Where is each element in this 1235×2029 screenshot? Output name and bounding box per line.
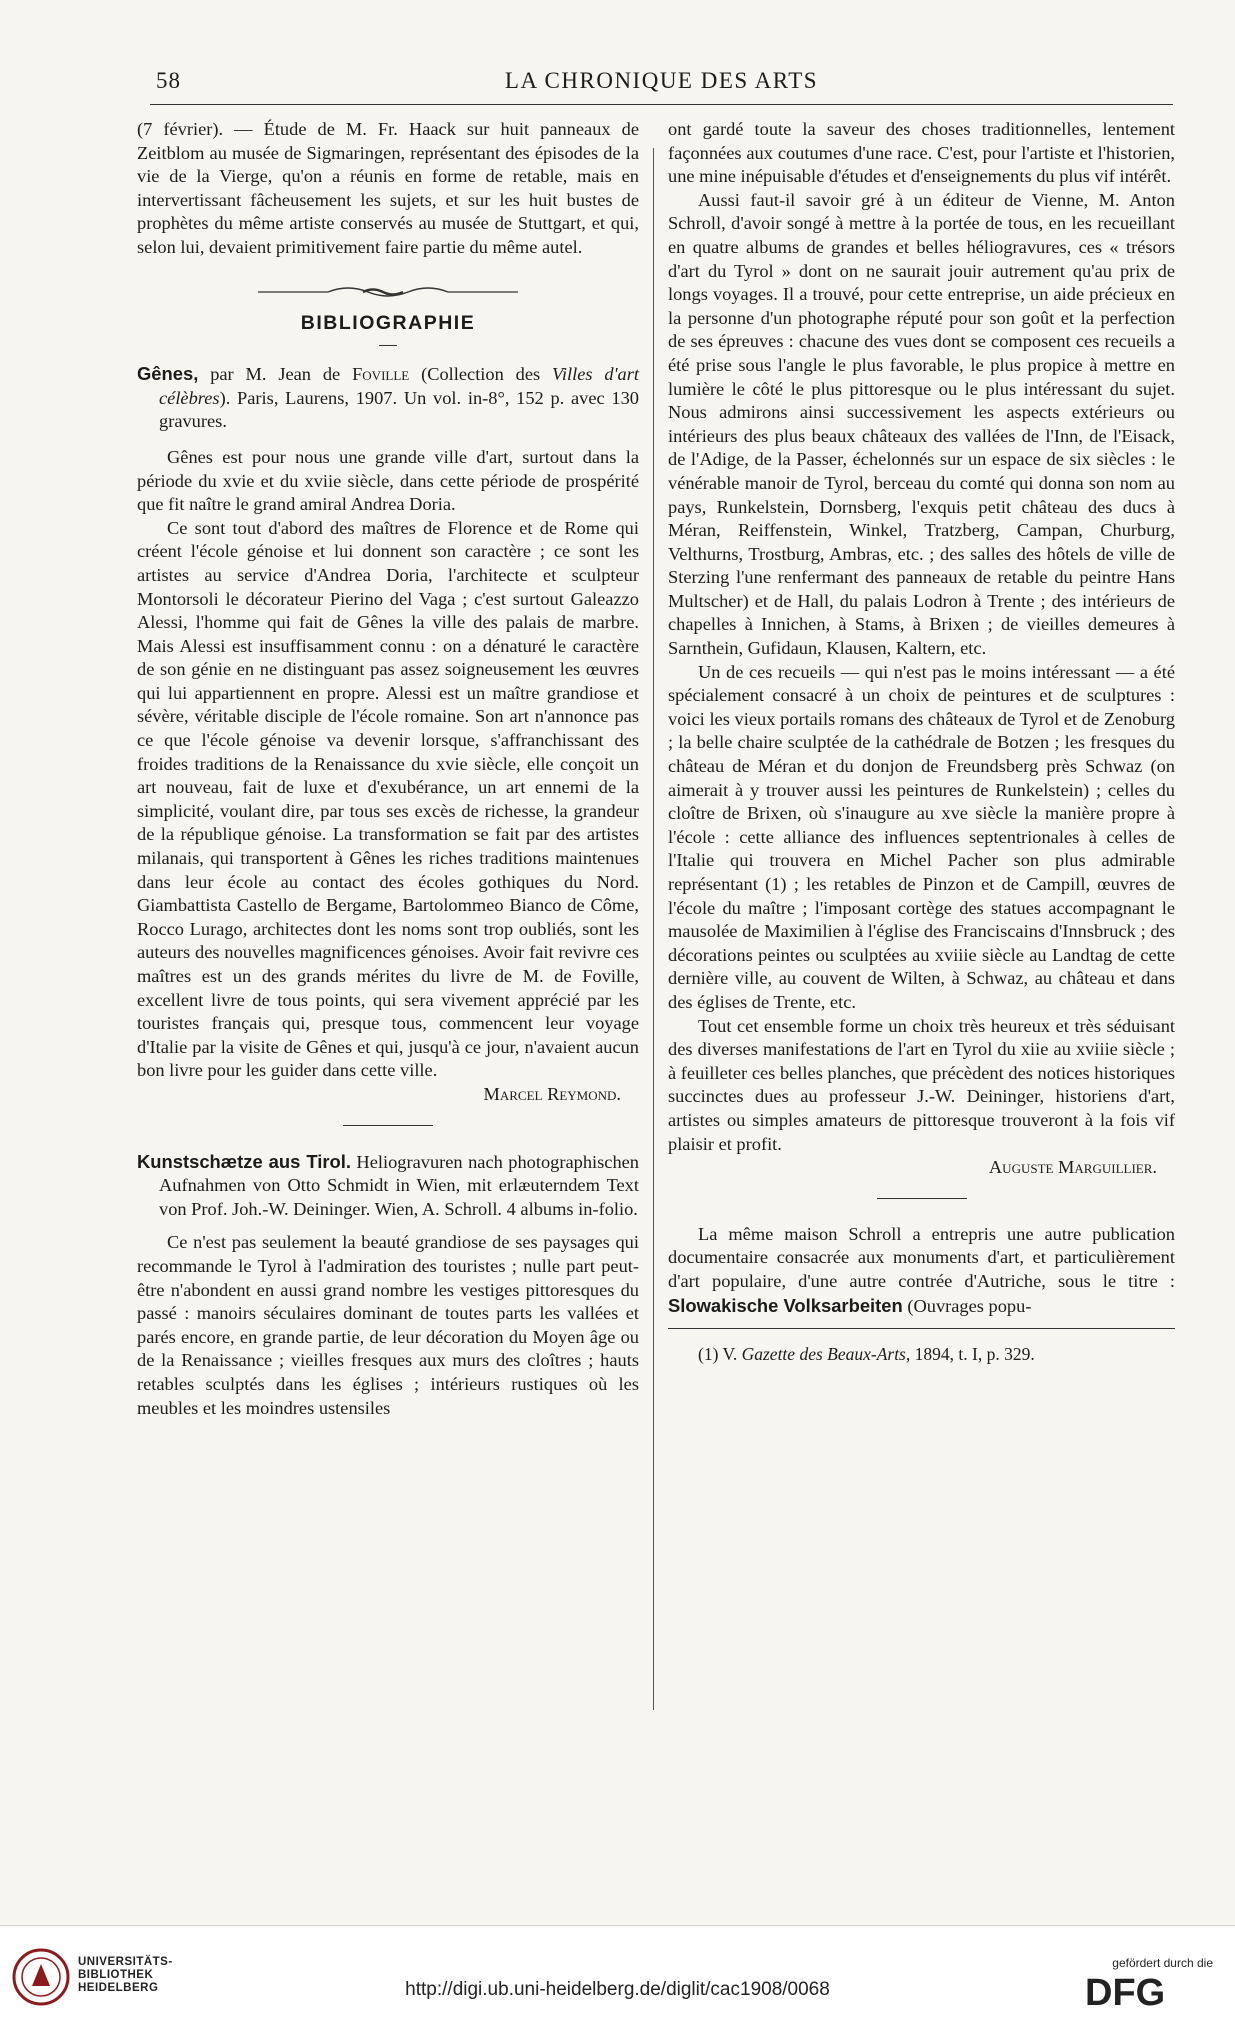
paragraph-recueil: Un de ces recueils — qui n'est pas le moins intéressant — a été spécialement consacré à un choix de peintures et de sculptures : voici les vieux portails romans des châteaux de Tyrol et de Zenoburg ; la belle chaire sculptée de la cathédrale de Botzen ; les fresques du château de Méran et du donjon de Freundsberg près Schwaz (on aimerait à y trouver aussi les peintures de Runkelstein) ; celles du cloître de Brixen, où s'inaugure au xve siècle la manière propre à l'école : cette alliance des influences septentrionales à celles de l'Italie qui trouvera en Michel Pacher son plus admirable représentant (1) ; les retables de Pinzon et de Campill, œuvres de l'école du maître ; l'imposant cortège des statues accompagnant le mausolée de Maximilien à l'église des Franciscains d'Innsbruck ; des décorations peintes ou sculptées au xviiie siècle au Landtag de cette dernière ville, au couvent de Wilten, à Schwaz, au château et dans des églises de Trente, etc. bbox=[668, 661, 1175, 1012]
separator-rule bbox=[343, 1125, 433, 1126]
paragraph-genes-intro: Gênes est pour nous une grande ville d'art, surtout dans la période du xvie et du xviie siècle, dans cette période de prospérité que fit naître le grand amiral Andrea Doria. bbox=[137, 446, 639, 515]
ornament-divider bbox=[258, 282, 518, 302]
entry-text: par M. Jean de bbox=[198, 364, 353, 385]
entry-text: (Collection des bbox=[409, 364, 553, 385]
paragraph-continuation: ont gardé toute la saveur des choses traditionnelles, lentement façonnées aux coutumes d'une race. C'est, pour l'artiste et l'historien, une mine inépuisable d'études et d'enseignements du plus vif intérêt. bbox=[668, 119, 1175, 187]
paragraph-schroll: Aussi faut-il savoir gré à un éditeur de Vienne, M. Anton Schroll, d'avoir songé à mettre à la portée de tous, en les recueillant en quatre albums de grandes et belles héliogravures, ces « trésors d'art du Tyrol » dont on ne saurait jouir autrement qu'au prix de longs voyages. Il a trouvé, pour cette entreprise, un aide précieux en la personne d'un photographe réputé pour son goût et la perfection de ses épreuves : chacune des vues dont se composent ces recueils a été prise sous l'angle le plus favorable, le plus propice à mettre en lumière le côté le plus pittoresque ou le plus intéressant du sujet. Nous admirons ainsi successivement les aspects extérieurs ou intérieurs des plus beaux châteaux des vallées de l'Inn, de l'Eisack, de l'Adige, de la Passer, échelonnés sur un espace de six siècles : le vénérable manoir de Tyrol, berceau du comté qui donna son nom au pays, Runkelstein, Dornsberg, l'exquis petit château des ducs à Méran, Reiffenstein, Winkel, Tratzberg, Campan, Churburg, Velthurns, Trostburg, Ambras, etc. ; des salles des hôtels de ville de Sterzing l'une renfermant des panneaux de retable du peintre Hans Multscher) et de Hall, du palais Lodron à Trente ; des intérieurs de chapelles à Innichen, à Stams, à Brixen ; de vieilles demeures à Sarnthein, Gufidaun, Klausen, Kaltern, etc. bbox=[668, 189, 1175, 659]
dfg-logo bbox=[1083, 1972, 1213, 2010]
entry-kunstschaetze bbox=[137, 1150, 639, 1222]
library-name-line: HEIDELBERG bbox=[78, 1982, 159, 1994]
footnote-source: Gazette des Beaux-Arts bbox=[741, 1344, 906, 1365]
paragraph-tyrol: Ce n'est pas seulement la beauté grandiose de ses paysages qui recommande le Tyrol à l'admiration des touristes ; nulle part peut-être n'abondent en aussi grand nombre les vestiges pittoresques du passé : manoirs séculaires dominant de toutes parts les vallées et parés encore, en grande partie, de leur décoration du Moyen âge ou de la Renaissance ; vieilles fresques aux murs des cloîtres ; hauts retables sculptés dans les églises ; intérieurs rustiques où les meubles et les moindres ustensiles bbox=[137, 1232, 639, 1418]
paragraph-slowakische bbox=[668, 1223, 1175, 1318]
source-url-link[interactable]: http://digi.ub.uni-heidelberg.de/diglit/cac1908/0068 bbox=[405, 1979, 830, 2000]
running-title: LA CHRONIQUE DES ARTS bbox=[504, 68, 819, 93]
entry-title: Gênes, bbox=[137, 363, 199, 385]
header-rule bbox=[150, 104, 1173, 105]
footnote-text: , 1894, t. I, p. 329. bbox=[905, 1344, 1035, 1365]
entry-text: Heliogravuren nach photographischen Aufnahmen von Otto Schmidt in Wien, mit erlæuterndem Text von Prof. Joh.-W. Deininger. Wien, A. Schroll. 4 albums in-folio. bbox=[159, 1151, 639, 1219]
entry-genes bbox=[137, 362, 639, 434]
library-name-line: UNIVERSITÄTS- bbox=[78, 1956, 173, 1968]
paragraph-genes-body: Ce sont tout d'abord des maîtres de Florence et de Rome qui créent l'école génoise et lui donnent son caractère ; ce sont les artistes au service d'Andrea Doria, l'architecte et sculpteur Montorsoli le décorateur Pierino del Vaga ; c'est surtout Galeazzo Alessi, l'homme qui fait de Gênes la ville des palais de marbre. Mais Alessi est insuffisamment connu : on a dénaturé le caractère de son génie en ne distinguant pas assez soigneusement les œuvres qui lui appartiennent en propre. Alessi est un maître grandiose et sévère, véritable disciple de l'école romaine. Son art n'annonce pas ce que l'école génoise va devenir lorsque, s'affranchissant des froides traditions de la Renaissance du xvie siècle, elle conçoit un art nouveau, fait de luxe et d'exubérance, un art ennemi de la simplicité, voulant dire, par tous ses excès de richesse, la grandeur de la république génoise. La transformation se fait par des artistes milanais, qui transportent à Gênes les riches traditions maintenues dans leur école au contact des écoles gothiques du Nord. Giambattista Castello de Bergame, Bartolommeo Bianco de Côme, Rocco Lurago, architectes dont les noms sont trop oubliés, sont les auteurs des nouvelles magnificences génoises. Avoir fait revivre ces maîtres est un des grands mérites du livre de M. de Foville, excellent livre de tous points, qui sera vivement apprécié par les touristes français qui, presque tous, commencent leur voyage d'Italie par la visite de Gênes et qui, jusqu'à ce jour, n'avaient aucun bon livre pour les guider dans cette ville. bbox=[137, 517, 639, 1081]
paragraph-text: La même maison Schroll a entrepris une autre publication documentaire consacrée aux monuments d'art, et particulièrement d'art populaire, d'une autre contrée d'Autriche, sous le titre : bbox=[668, 1223, 1175, 1291]
digitization-footer bbox=[0, 1925, 1235, 2029]
signature-marguillier: Auguste Marguillier. bbox=[988, 1157, 1157, 1178]
paragraph-zeitblom: (7 février). — Étude de M. Fr. Haack sur huit panneaux de Zeitblom au musée de Sigmaringen, représentant des épisodes de la vie de la Vierge, qu'on a réunis en forme de retable, mais en intervertissant fâcheusement les sujets, et sur les huit bustes de prophètes du même artiste conservés au musée de Stuttgart, et qui, selon lui, devaient primitivement faire partie du même autel. bbox=[137, 119, 639, 257]
column-divider bbox=[653, 148, 654, 1710]
footnote-rule bbox=[668, 1328, 1175, 1329]
entry-series: Villes d'art célèbres bbox=[159, 364, 639, 408]
paragraph-ensemble: Tout cet ensemble forme un choix très heureux et très séduisant des diverses manifestations de l'art en Tyrol du xiie au xviiie siècle ; à feuilleter ces belles planches, que précèdent des notices historiques succinctes dues au professeur J.-W. Deininger, historiens d'art, artistes ou simples amateurs de pittoresque trouveront à la fois vif plaisir et profit. bbox=[668, 1015, 1175, 1154]
entry-author: Foville bbox=[352, 364, 410, 385]
signature-reymond: Marcel Reymond. bbox=[483, 1083, 621, 1104]
separator-rule bbox=[877, 1198, 967, 1199]
section-title-bibliographie: BIBLIOGRAPHIE bbox=[300, 311, 476, 334]
entry-text: ). Paris, Laurens, 1907. Un vol. in-8°, 152 p. avec 130 gravures. bbox=[159, 387, 639, 432]
page-header bbox=[150, 68, 1173, 104]
footnote-text: (1) V. bbox=[698, 1344, 742, 1365]
book-title: Slowakische Volksarbeiten bbox=[668, 1294, 903, 1316]
left-column bbox=[137, 118, 639, 1420]
library-name-line: BIBLIOTHEK bbox=[78, 1969, 154, 1981]
footnote bbox=[668, 1343, 1175, 1367]
right-column bbox=[668, 118, 1175, 1367]
page-number: 58 bbox=[156, 68, 181, 93]
paragraph-text: (Ouvrages popu- bbox=[902, 1295, 1032, 1316]
funding-caption: gefördert durch die bbox=[1112, 1956, 1213, 1970]
title-dash bbox=[379, 345, 397, 346]
entry-title: Kunstschætze aus Tirol. bbox=[137, 1150, 351, 1172]
dfg-logo-text: DFG bbox=[1085, 1972, 1166, 2010]
